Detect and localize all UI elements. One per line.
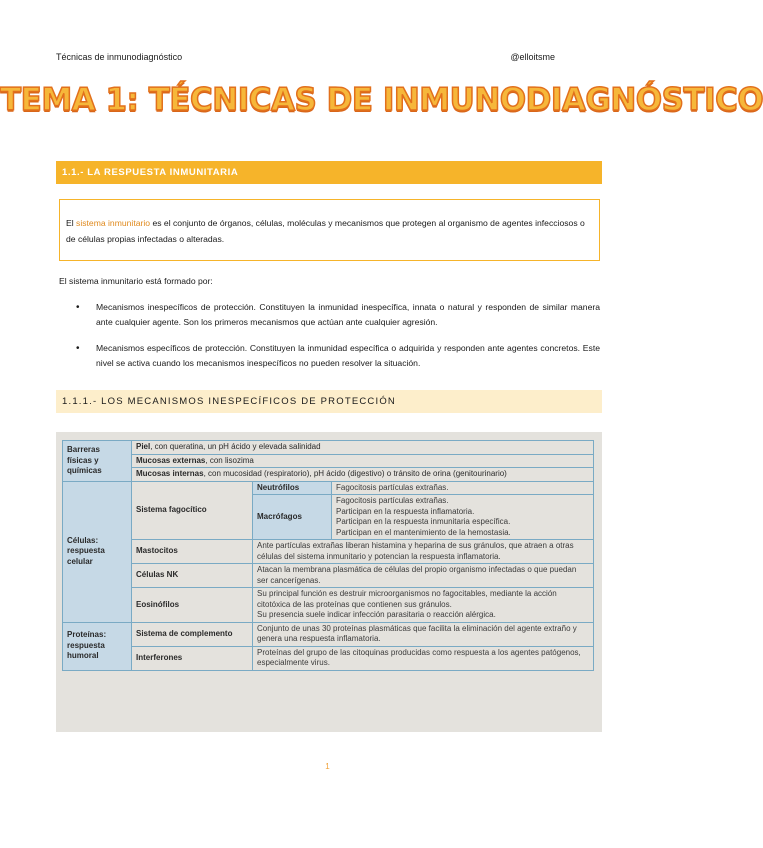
- bullet-list: [59, 300, 600, 382]
- cell-term: Piel: [136, 442, 151, 451]
- callout-text: es el conjunto de órganos, células, moléculas y mecanismos que protegen al organismo de agentes infecciosos o de células propias infectadas o alteradas.: [66, 218, 585, 244]
- table-photo: [56, 432, 602, 732]
- callout-highlight-term: sistema inmunitario: [76, 218, 151, 228]
- table-cell: Proteínas del grupo de las citoquinas producidas como respuesta a los agentes patógenos, especialmente virus.: [253, 646, 594, 670]
- header-document-title: Técnicas de inmunodiagnóstico: [56, 52, 183, 62]
- immune-mechanisms-table: [62, 440, 594, 671]
- table-row: [63, 564, 594, 588]
- table-cell: [132, 468, 594, 482]
- table-cell: Conjunto de unas 30 proteínas plasmáticas que facilita la eliminación del agente extraño y genera una respuesta inflamatoria.: [253, 622, 594, 646]
- bullet-text: Constituyen la inmunidad específica o adquirida y responden ante agentes concretos. Este nivel se activa cuando los mecanismos inespecíficos no pueden resolver la situación.: [96, 343, 601, 368]
- cell-term: Mucosas externas: [136, 455, 206, 465]
- cell-desc: , con mucosidad (respiratorio), pH ácido (digestivo) o tránsito de orina (genitourinario): [203, 469, 507, 478]
- table-cell: Mastocitos: [132, 540, 253, 564]
- table-row: [63, 441, 594, 455]
- bullet-text: Constituyen la inmunidad inespecífica, innata o natural y responden de similar manera ante cualquier agente. Son los primeros mecanismos que actúan ante cualquier agresión.: [96, 302, 600, 327]
- intro-paragraph: El sistema inmunitario está formado por:: [59, 276, 213, 286]
- table-cell: Sistema de complemento: [132, 622, 253, 646]
- table-cell: Neutrófilos: [253, 481, 332, 495]
- table-cell: [253, 588, 594, 623]
- table-cell: Eosinófilos: [132, 588, 253, 623]
- table-row: [63, 540, 594, 564]
- cell-line: Su presencia suele indicar infección parasitaria o reacción alérgica.: [257, 610, 496, 619]
- table-cell: Sistema fagocítico: [132, 481, 253, 540]
- page-number: 1: [325, 762, 330, 771]
- table-cell: Células NK: [132, 564, 253, 588]
- cell-desc: , con queratina, un pH ácido y elevada salinidad: [150, 442, 321, 451]
- section-heading-mecanismos-inespecificos: 1.1.1.- LOS MECANISMOS INESPECÍFICOS DE PROTECCIÓN: [56, 390, 602, 413]
- definition-callout: [59, 199, 600, 261]
- cell-line: Participan en la respuesta inflamatoria.: [336, 506, 475, 516]
- table-row: [63, 454, 594, 468]
- bullet-term: Mecanismos inespecíficos de protección.: [96, 302, 256, 312]
- table-cell: Macrófagos: [253, 495, 332, 540]
- table-row: [63, 588, 594, 623]
- bullet-item-especificos: [59, 341, 600, 371]
- table-cell: Atacan la membrana plasmática de células del propio organismo infectadas o que puedan ser cancerígenas.: [253, 564, 594, 588]
- table-cell: Fagocitosis partículas extrañas.: [332, 481, 594, 495]
- section-heading-respuesta-inmunitaria: 1.1.- LA RESPUESTA INMUNITARIA: [56, 161, 602, 184]
- cell-desc: , con lisozima: [205, 455, 254, 465]
- cell-line: Participan en el mantenimiento de la hemostasia.: [336, 527, 511, 537]
- table-row: [63, 646, 594, 670]
- category-cell: Células: respuesta celular: [63, 481, 132, 622]
- table-row: [63, 481, 594, 495]
- table-row: [63, 622, 594, 646]
- table-cell: Ante partículas extrañas liberan histamina y heparina de sus gránulos, que atraen a otras células del sistema inmunitario y potencian la respuesta inflamatoria.: [253, 540, 594, 564]
- cell-line: Fagocitosis partículas extrañas.: [336, 496, 449, 505]
- page-header: [56, 52, 599, 62]
- bullet-term: Mecanismos específicos de protección.: [96, 343, 248, 353]
- cell-line: Participan en la respuesta inmunitaria específica.: [336, 517, 511, 526]
- table-cell: [132, 441, 594, 455]
- table-cell: Interferones: [132, 646, 253, 670]
- category-cell: Proteínas: respuesta humoral: [63, 622, 132, 670]
- page-title: TEMA 1: TÉCNICAS DE INMUNODIAGNÓSTICO: [0, 82, 763, 118]
- table-row: [63, 468, 594, 482]
- table-cell: [332, 495, 594, 540]
- callout-prefix: El: [66, 218, 77, 228]
- bullet-item-inespecificos: [59, 300, 600, 330]
- category-cell: Barreras físicas y químicas: [63, 441, 132, 482]
- table-cell: [132, 454, 594, 468]
- header-author: @elloitsme: [510, 52, 555, 62]
- cell-line: Su principal función es destruir microorganismos no fagocitables, mediante la acción citotóxica de las proteínas que contienen sus gránulos.: [257, 589, 557, 609]
- cell-term: Mucosas internas: [136, 469, 204, 478]
